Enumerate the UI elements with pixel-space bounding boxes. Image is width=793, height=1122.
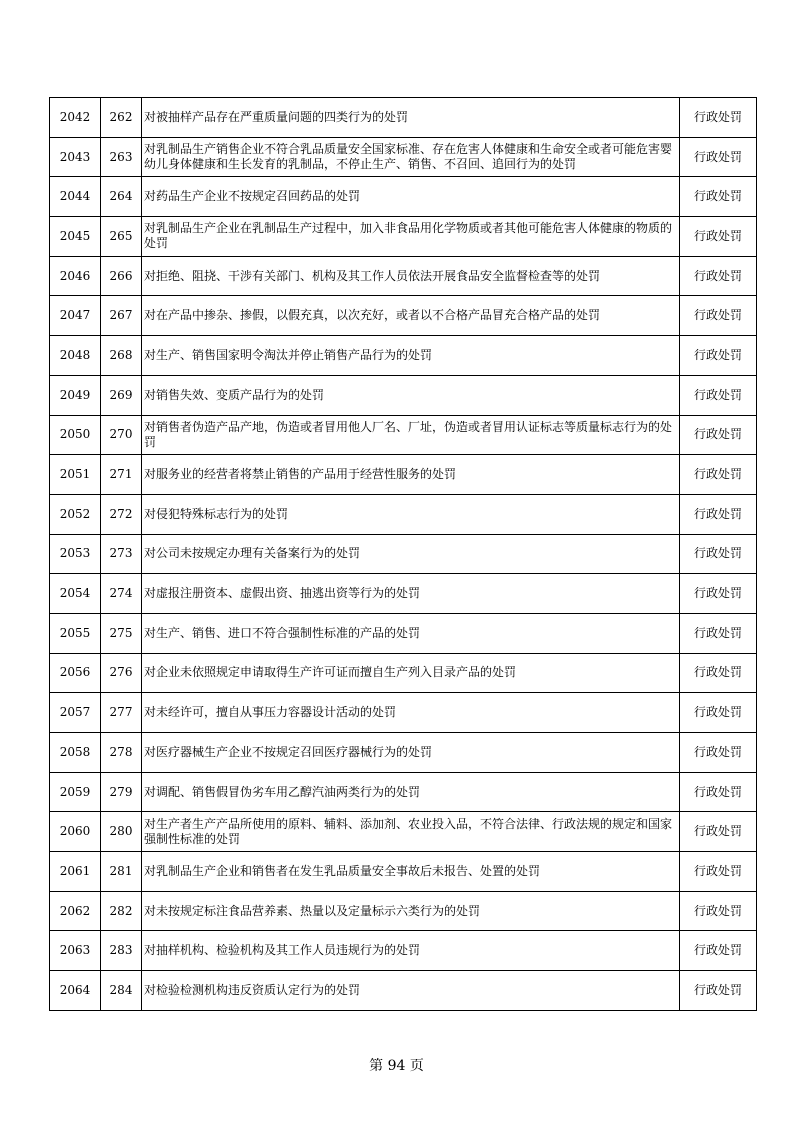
row-item-type: 行政处罚	[680, 494, 757, 534]
row-item-type: 行政处罚	[680, 613, 757, 653]
row-seq-number: 2048	[50, 336, 101, 376]
table-row	[50, 177, 757, 217]
row-item-name	[142, 494, 680, 534]
row-seq-number: 2047	[50, 296, 101, 336]
row-item-name	[142, 375, 680, 415]
row-item-type: 行政处罚	[680, 971, 757, 1011]
row-seq-number: 2043	[50, 137, 101, 177]
row-seq-number: 2059	[50, 772, 101, 812]
row-item-name-text: 对生产者生产产品所使用的原料、辅料、添加剂、农业投入品，不符合法律、行政法规的规定和国家强制性标准的处罚	[144, 816, 673, 846]
row-item-name-text: 对在产品中掺杂、掺假，以假充真，以次充好，或者以不合格产品冒充合格产品的处罚	[144, 308, 601, 323]
table-row	[50, 494, 757, 534]
table-row	[50, 534, 757, 574]
row-item-name	[142, 415, 680, 455]
row-item-name	[142, 296, 680, 336]
row-item-name-text: 对服务业的经营者将禁止销售的产品用于经营性服务的处罚	[144, 467, 457, 482]
row-item-name-text: 对乳制品生产企业和销售者在发生乳品质量安全事故后未报告、处置的处罚	[144, 863, 541, 878]
row-seq-number: 2042	[50, 98, 101, 138]
row-seq-number: 2050	[50, 415, 101, 455]
row-item-name-text: 对公司未按规定办理有关备案行为的处罚	[144, 546, 361, 561]
table-row	[50, 971, 757, 1011]
table-row	[50, 296, 757, 336]
row-item-name-text: 对侵犯特殊标志行为的处罚	[144, 506, 289, 521]
row-item-name-text: 对药品生产企业不按规定召回药品的处罚	[144, 189, 361, 204]
row-item-code: 273	[101, 534, 142, 574]
row-item-code: 278	[101, 733, 142, 773]
footer-suffix: 页	[409, 1058, 424, 1074]
row-item-code: 281	[101, 852, 142, 892]
row-item-type: 行政处罚	[680, 415, 757, 455]
row-item-code: 277	[101, 693, 142, 733]
row-item-name	[142, 534, 680, 574]
row-item-code: 280	[101, 812, 142, 852]
row-seq-number: 2057	[50, 693, 101, 733]
row-item-type: 行政处罚	[680, 574, 757, 614]
row-seq-number: 2045	[50, 217, 101, 257]
row-item-type: 行政处罚	[680, 733, 757, 773]
row-item-name-text: 对销售失效、变质产品行为的处罚	[144, 387, 325, 402]
row-item-type: 行政处罚	[680, 772, 757, 812]
row-item-name	[142, 931, 680, 971]
footer-page-number: 94	[387, 1058, 406, 1074]
row-seq-number: 2046	[50, 256, 101, 296]
row-item-code: 263	[101, 137, 142, 177]
row-item-name-text: 对销售者伪造产品产地，伪造或者冒用他人厂名、厂址，伪造或者冒用认证标志等质量标志行为的处罚	[144, 419, 673, 449]
row-item-type: 行政处罚	[680, 177, 757, 217]
row-seq-number: 2044	[50, 177, 101, 217]
row-seq-number: 2060	[50, 812, 101, 852]
row-item-name	[142, 455, 680, 495]
table-row	[50, 852, 757, 892]
row-item-name	[142, 653, 680, 693]
row-item-name	[142, 693, 680, 733]
row-item-name	[142, 733, 680, 773]
row-item-code: 283	[101, 931, 142, 971]
row-item-type: 行政处罚	[680, 137, 757, 177]
row-item-name-text: 对未经许可，擅自从事压力容器设计活动的处罚	[144, 705, 397, 720]
row-item-code: 284	[101, 971, 142, 1011]
table-row	[50, 733, 757, 773]
row-seq-number: 2062	[50, 891, 101, 931]
row-seq-number: 2054	[50, 574, 101, 614]
row-item-name	[142, 891, 680, 931]
row-item-type: 行政处罚	[680, 693, 757, 733]
item-table	[49, 97, 757, 1011]
table-row	[50, 693, 757, 733]
row-item-code: 262	[101, 98, 142, 138]
row-item-name	[142, 971, 680, 1011]
table-row	[50, 574, 757, 614]
row-item-type: 行政处罚	[680, 375, 757, 415]
table-row	[50, 336, 757, 376]
row-item-code: 267	[101, 296, 142, 336]
row-item-type: 行政处罚	[680, 336, 757, 376]
row-item-type: 行政处罚	[680, 256, 757, 296]
table-row	[50, 931, 757, 971]
table-row	[50, 891, 757, 931]
row-item-code: 276	[101, 653, 142, 693]
row-item-name-text: 对检验检测机构违反资质认定行为的处罚	[144, 982, 361, 997]
row-item-type: 行政处罚	[680, 931, 757, 971]
row-item-type: 行政处罚	[680, 812, 757, 852]
table-row	[50, 455, 757, 495]
page-footer	[0, 1055, 793, 1075]
row-item-name	[142, 217, 680, 257]
row-item-name-text: 对未按规定标注食品营养素、热量以及定量标示六类行为的处罚	[144, 903, 481, 918]
row-seq-number: 2051	[50, 455, 101, 495]
row-item-code: 266	[101, 256, 142, 296]
row-item-name-text: 对企业未依照规定申请取得生产许可证而擅自生产列入目录产品的处罚	[144, 665, 517, 680]
row-seq-number: 2063	[50, 931, 101, 971]
row-item-code: 274	[101, 574, 142, 614]
row-item-code: 269	[101, 375, 142, 415]
row-item-type: 行政处罚	[680, 534, 757, 574]
row-item-type: 行政处罚	[680, 653, 757, 693]
row-item-code: 268	[101, 336, 142, 376]
row-item-name	[142, 574, 680, 614]
row-item-name-text: 对生产、销售、进口不符合强制性标准的产品的处罚	[144, 625, 421, 640]
row-item-code: 264	[101, 177, 142, 217]
row-item-name	[142, 256, 680, 296]
row-item-name	[142, 852, 680, 892]
row-item-name	[142, 336, 680, 376]
row-item-name	[142, 772, 680, 812]
row-item-name	[142, 613, 680, 653]
table-row	[50, 613, 757, 653]
row-item-type: 行政处罚	[680, 217, 757, 257]
table-row	[50, 137, 757, 177]
row-item-code: 271	[101, 455, 142, 495]
row-seq-number: 2055	[50, 613, 101, 653]
row-item-name-text: 对调配、销售假冒伪劣车用乙醇汽油两类行为的处罚	[144, 784, 421, 799]
row-item-name	[142, 177, 680, 217]
table-row	[50, 375, 757, 415]
row-item-code: 272	[101, 494, 142, 534]
table-row	[50, 812, 757, 852]
table-row	[50, 415, 757, 455]
row-item-name-text: 对虚报注册资本、虚假出资、抽逃出资等行为的处罚	[144, 586, 421, 601]
row-item-type: 行政处罚	[680, 98, 757, 138]
row-item-name-text: 对生产、销售国家明令淘汰并停止销售产品行为的处罚	[144, 347, 433, 362]
row-seq-number: 2064	[50, 971, 101, 1011]
row-item-name-text: 对医疗器械生产企业不按规定召回医疗器械行为的处罚	[144, 744, 433, 759]
row-item-code: 265	[101, 217, 142, 257]
table-row	[50, 772, 757, 812]
row-item-code: 282	[101, 891, 142, 931]
row-item-name-text: 对抽样机构、检验机构及其工作人员违规行为的处罚	[144, 943, 421, 958]
row-item-name-text: 对拒绝、阻挠、干涉有关部门、机构及其工作人员依法开展食品安全监督检查等的处罚	[144, 268, 601, 283]
row-seq-number: 2058	[50, 733, 101, 773]
row-seq-number: 2061	[50, 852, 101, 892]
row-seq-number: 2056	[50, 653, 101, 693]
row-seq-number: 2049	[50, 375, 101, 415]
row-item-code: 279	[101, 772, 142, 812]
footer-prefix: 第	[369, 1058, 384, 1074]
row-item-name	[142, 137, 680, 177]
row-item-name	[142, 812, 680, 852]
row-item-name	[142, 98, 680, 138]
row-item-type: 行政处罚	[680, 455, 757, 495]
row-item-code: 270	[101, 415, 142, 455]
row-item-name-text: 对乳制品生产销售企业不符合乳品质量安全国家标准、存在危害人体健康和生命安全或者可能危害婴幼儿身体健康和生长发育的乳制品，不停止生产、销售、不召回、追回行为的处罚	[144, 142, 673, 172]
row-item-type: 行政处罚	[680, 296, 757, 336]
row-item-type: 行政处罚	[680, 852, 757, 892]
row-item-name-text: 对被抽样产品存在严重质量问题的四类行为的处罚	[144, 109, 409, 124]
table-row	[50, 217, 757, 257]
row-item-type: 行政处罚	[680, 891, 757, 931]
table-row	[50, 98, 757, 138]
row-item-code: 275	[101, 613, 142, 653]
row-seq-number: 2053	[50, 534, 101, 574]
row-item-name-text: 对乳制品生产企业在乳制品生产过程中，加入非食品用化学物质或者其他可能危害人体健康的物质的处罚	[144, 221, 673, 251]
row-seq-number: 2052	[50, 494, 101, 534]
table-body	[50, 98, 757, 1011]
table-row	[50, 256, 757, 296]
table-row	[50, 653, 757, 693]
